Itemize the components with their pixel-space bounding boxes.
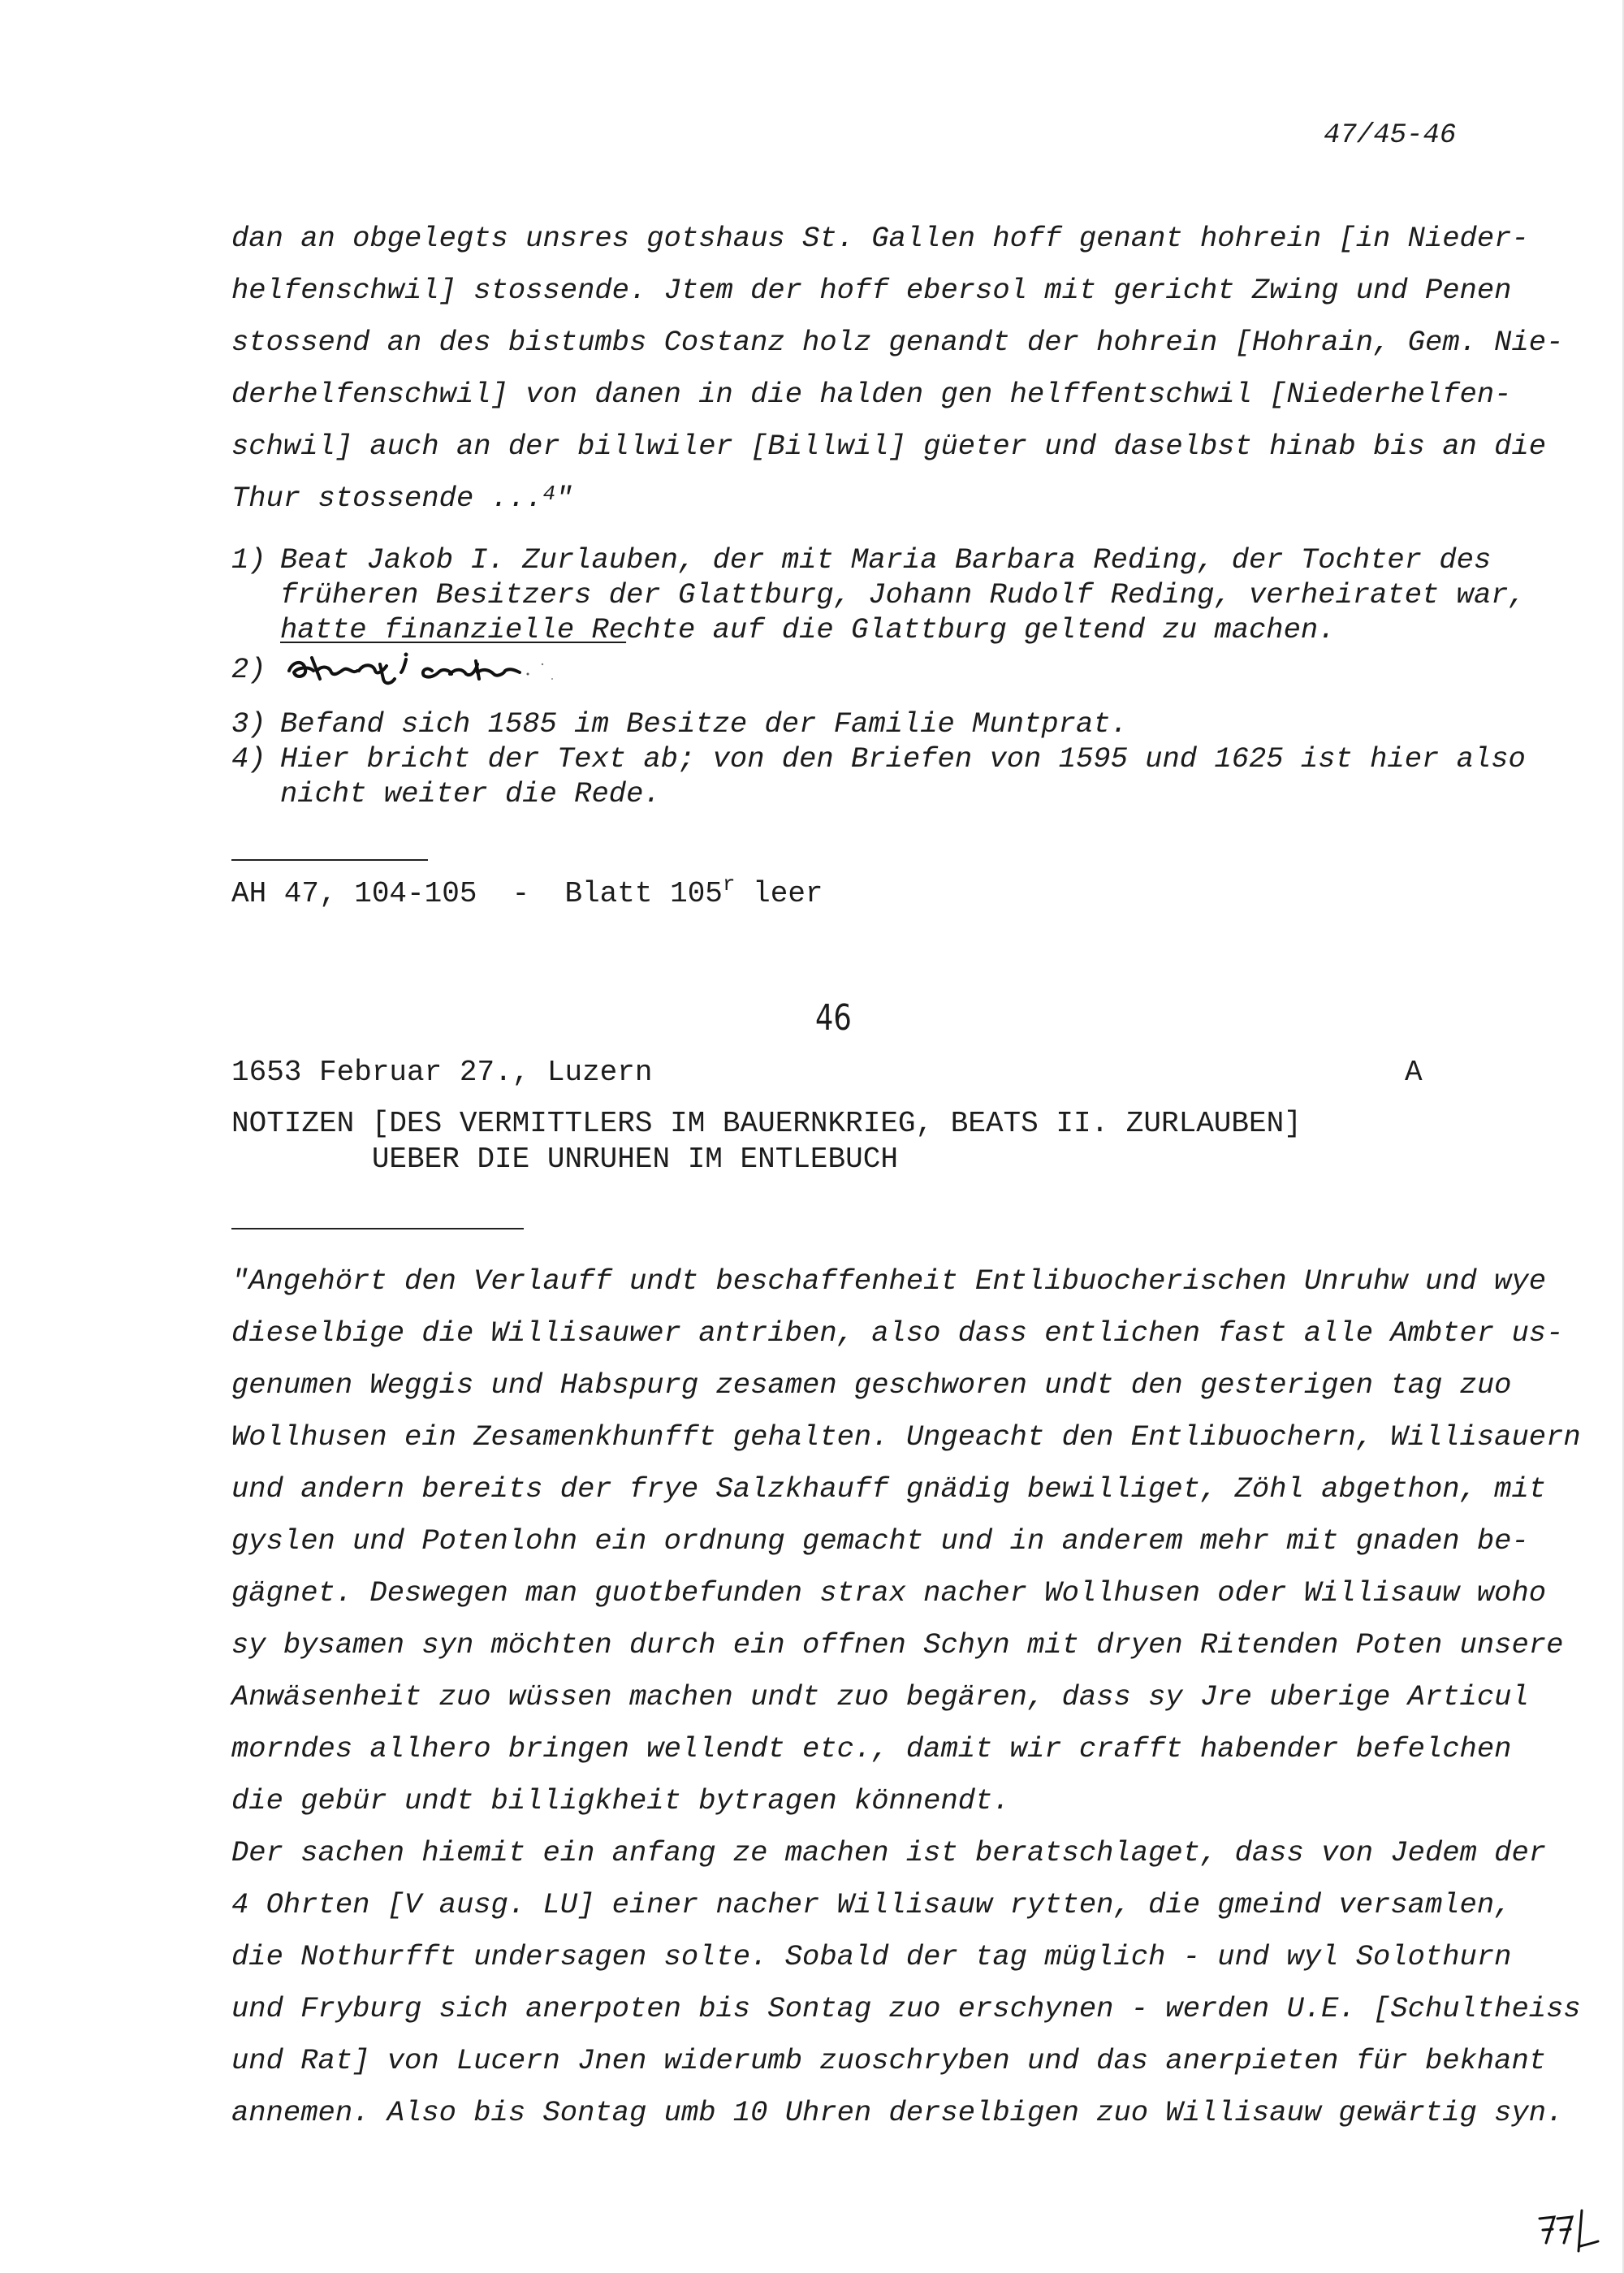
footnote-number: 4) [231,742,266,776]
paragraph-2-line: genumen Weggis und Habspurg zesamen geschworen undt den gesterigen tag zuo [231,1368,1512,1402]
paragraph-1-line: stossend an des bistumbs Costanz holz genandt der hohrein [Hohrain, Gem. Nie- [231,326,1564,359]
section-divider [231,859,428,861]
paragraph-2-line: die gebür undt billigkheit bytragen könnendt. [231,1784,1010,1817]
paragraph-2-line: gyslen und Potenlohn ein ordnung gemacht und in anderem mehr mit gnaden be- [231,1524,1529,1558]
paragraph-1 [231,213,1563,525]
document-title [231,1106,1302,1178]
footnote-text: Beat Jakob I. Zurlauben, der mit Maria Barbara Reding, der Tochter des [280,543,1492,577]
footnote-text: Befand sich 1585 im Besitze der Familie Muntprat. [280,707,1128,741]
title-line: NOTIZEN [DES VERMITTLERS IM BAUERNKRIEG, BEATS II. ZURLAUBEN] [231,1107,1302,1140]
paragraph-2-line: und Rat] von Lucern Jnen widerumb zuoschryben und das anerpieten für bekhant [231,2044,1547,2077]
handwritten-annotation [284,646,609,695]
paragraph-2-line: gägnet. Deswegen man guotbefunden strax nacher Wollhusen oder Willisauw woho [231,1576,1547,1610]
source-reference-suffix: leer [735,877,823,910]
paragraph-2-line: Wollhusen ein Zesamenkhunfft gehalten. Ungeacht den Entlibuochern, Willisauern [231,1420,1581,1454]
footnote-number: 3) [231,707,266,741]
paragraph-2-line: 4 Ohrten [V ausg. LU] einer nacher Willisauw rytten, die gmeind versamlen, [231,1888,1512,1921]
paragraph-1-line: derhelfenschwil] von danen in die halden gen helffentschwil [Niederhelfen- [231,378,1512,411]
footnote-text-rest: chte auf die Glattburg geltend zu machen. [626,613,1336,646]
paragraph-2-line: dieselbige die Willisauwer antriben, also dass entlichen fast alle Ambter us- [231,1316,1564,1350]
paragraph-2-line: und Fryburg sich anerpoten bis Sontag zuo erschynen - werden U.E. [Schultheiss [231,1992,1581,2025]
paragraph-2 [231,1255,1581,2139]
source-reference [231,872,823,910]
source-reference-text: AH 47, 104-105 - Blatt 105 [231,877,723,910]
paragraph-2-line: "Angehört den Verlauff undt beschaffenheit Entlibuocherischen Unruhw und wye [231,1264,1547,1298]
recto-mark: r [722,872,736,897]
paragraph-1-line [231,473,1563,525]
paragraph-1-line: schwil] auch an der billwiler [Billwil] güeter und daselbst hinab bis an die [231,430,1547,463]
footnote-text-last [280,612,1336,647]
paragraph-1-last-text: Thur stossende ... [231,482,543,515]
document-number: 46 [815,997,852,1039]
footnote-number: 2) [231,653,266,686]
footnote-mark: 4 [542,482,556,506]
folio-handwritten-mark [1536,2207,1601,2260]
date-line: 1653 Februar 27., Luzern [231,1056,653,1089]
paragraph-1-line: helfenschwil] stossende. Jtem der hoff ebersol mit gericht Zwing und Penen [231,274,1512,307]
paragraph-1-line: dan an obgelegts unsres gotshaus St. Gallen hoff genant hohrein [in Nieder- [231,222,1529,255]
paragraph-2-line: Anwäsenheit zuo wüssen machen undt zuo begären, dass sy Jre uberige Articul [231,1680,1529,1713]
handwritten-folio-icon [1536,2207,1601,2256]
handwriting-scrawl-icon [284,646,609,695]
paragraph-2-line: und andern bereits der frye Salzkhauff gnädig bewilliget, Zöhl abgethon, mit [231,1472,1547,1506]
paragraph-2-line: morndes allhero bringen wellendt etc., damit wir crafft habender befelchen [231,1732,1512,1765]
category-letter: A [1405,1056,1423,1089]
title-line: UEBER DIE UNRUHEN IM ENTLEBUCH [231,1143,898,1176]
footnote-text: früheren Besitzers der Glattburg, Johann Rudolf Reding, verheiratet war, [280,578,1526,611]
footnote-text: nicht weiter die Rede. [280,777,661,810]
paragraph-2-line: sy bysamen syn möchten durch ein offnen Schyn mit dryen Ritenden Poten unsere [231,1628,1564,1662]
paragraph-2-line: die Nothurfft undersagen solte. Sobald der tag müglich - und wyl Solothurn [231,1940,1512,1973]
paragraph-2-line: Der sachen hiemit ein anfang ze machen ist beratschlaget, dass von Jedem der [231,1836,1547,1869]
page-number: 47/45-46 [1324,120,1457,151]
close-quote: " [555,482,573,515]
title-divider [231,1228,524,1229]
footnote-number: 1) [231,543,266,577]
paragraph-2-line: annemen. Also bis Sontag umb 10 Uhren derselbigen zuo Willisauw gewärtig syn. [231,2096,1564,2129]
underlined-text: hatte finanzielle Re [280,613,627,646]
footnote-text: Hier bricht der Text ab; von den Briefen von 1595 und 1625 ist hier also [280,742,1526,776]
